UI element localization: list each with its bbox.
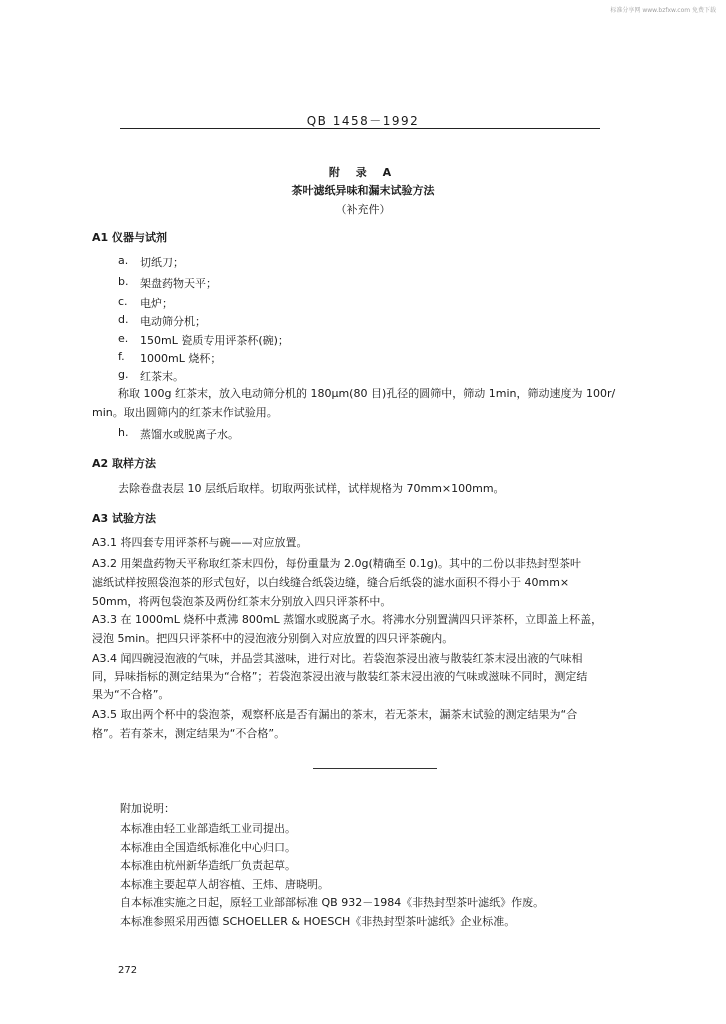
note-line: 本标准由全国造纸标准化中心归口。 bbox=[120, 841, 296, 854]
page-number: 272 bbox=[118, 965, 138, 976]
a3-line: 果为“不合格”。 bbox=[92, 688, 170, 701]
item-text: 电炉； bbox=[140, 297, 173, 310]
watermark: 标准分享网 www.bzfxw.com 免费下载 bbox=[610, 7, 716, 14]
item-text: 1000mL 烧杯； bbox=[140, 352, 222, 365]
item-text: 红茶末。 bbox=[140, 370, 184, 383]
appendix-supplement: （补充件） bbox=[335, 203, 391, 216]
item-label: e. bbox=[118, 332, 129, 345]
item-text: 架盘药物天平； bbox=[140, 277, 217, 290]
section-a1-heading: A1 仪器与试剂 bbox=[92, 231, 167, 244]
a3-line: A3.2 用架盘药物天平称取红茶末四份，每份重量为 2.0g(精确至 0.1g)。其中的二份以非热封型茶叶 bbox=[92, 557, 582, 570]
a3-line: 浸泡 5min。把四只评茶杯中的浸泡液分别倒入对应放置的四只评茶碗内。 bbox=[92, 632, 454, 645]
item-label: d. bbox=[118, 313, 129, 326]
a3-line: 滤纸试样按照袋泡茶的形式包好，以白线缝合纸袋边缝，缝合后纸袋的滤水面积不得小于 40mm× bbox=[92, 576, 570, 589]
a3-line: A3.1 将四套专用评茶杯与碗——对应放置。 bbox=[92, 536, 308, 549]
notes-heading: 附加说明： bbox=[120, 802, 175, 815]
appendix-subtitle: 茶叶滤纸异味和漏末试验方法 bbox=[291, 184, 435, 197]
item-text: 150mL 瓷质专用评茶杯(碗)； bbox=[140, 334, 289, 347]
header-rule bbox=[120, 128, 600, 129]
a3-line: 格”。若有茶末，测定结果为“不合格”。 bbox=[92, 727, 286, 740]
section-a3-heading: A3 试验方法 bbox=[92, 512, 156, 525]
note-line: 本标准由杭州新华造纸厂负责起草。 bbox=[120, 859, 296, 872]
item-text: 切纸刀； bbox=[140, 256, 184, 269]
item-text: 电动筛分机； bbox=[140, 315, 206, 328]
item-label: b. bbox=[118, 275, 129, 288]
a3-line: A3.5 取出两个杯中的袋泡茶，观察杯底是否有漏出的茶末，若无茶末，漏茶末试验的测定结果为“合 bbox=[92, 708, 578, 721]
section-a2-heading: A2 取样方法 bbox=[92, 457, 156, 470]
note-line: 自本标准实施之日起，原轻工业部部标准 QB 932－1984《非热封型茶叶滤纸》作废。 bbox=[120, 896, 545, 909]
note-line: 本标准主要起草人胡容植、王炜、唐晓明。 bbox=[120, 878, 329, 891]
a3-line: 同，异味指标的测定结果为“合格”；若袋泡茶浸出液与散装红茶末浸出液的气味或滋味不同时，测定结 bbox=[92, 670, 588, 683]
note-line: 本标准由轻工业部造纸工业司提出。 bbox=[120, 822, 296, 835]
a3-line: A3.4 闻四碗浸泡液的气味，并品尝其滋味，进行对比。若袋泡茶浸出液与散装红茶末浸出液的气味相 bbox=[92, 652, 583, 665]
item-label: g. bbox=[118, 368, 129, 381]
standard-code: QB 1458－1992 bbox=[306, 114, 420, 128]
section-a2-text: 去除卷盘表层 10 层纸后取样。切取两张试样，试样规格为 70mm×100mm。 bbox=[118, 482, 505, 495]
item-label: h. bbox=[118, 426, 129, 439]
section-divider bbox=[313, 768, 437, 769]
item-label: c. bbox=[118, 295, 128, 308]
a3-line: 50mm，将两包袋泡茶及两份红茶末分别放入四只评茶杯中。 bbox=[92, 595, 392, 608]
item-g-line-2: min。取出圆筛内的红茶末作试验用。 bbox=[92, 406, 278, 419]
item-text: 蒸馏水或脱离子水。 bbox=[140, 428, 239, 441]
item-label: f. bbox=[118, 350, 125, 363]
item-g-line-1: 称取 100g 红茶末，放入电动筛分机的 180μm(80 目)孔径的圆筛中，筛动 1min，筛动速度为 100r/ bbox=[118, 387, 616, 400]
a3-line: A3.3 在 1000mL 烧杯中煮沸 800mL 蒸馏水或脱离子水。将沸水分别置满四只评茶杯，立即盖上杯盖， bbox=[92, 613, 603, 626]
item-label: a. bbox=[118, 254, 129, 267]
note-line: 本标准参照采用西德 SCHOELLER & HOESCH《非热封型茶叶滤纸》企业标准。 bbox=[120, 915, 516, 928]
appendix-title: 附 录 A bbox=[328, 166, 398, 179]
